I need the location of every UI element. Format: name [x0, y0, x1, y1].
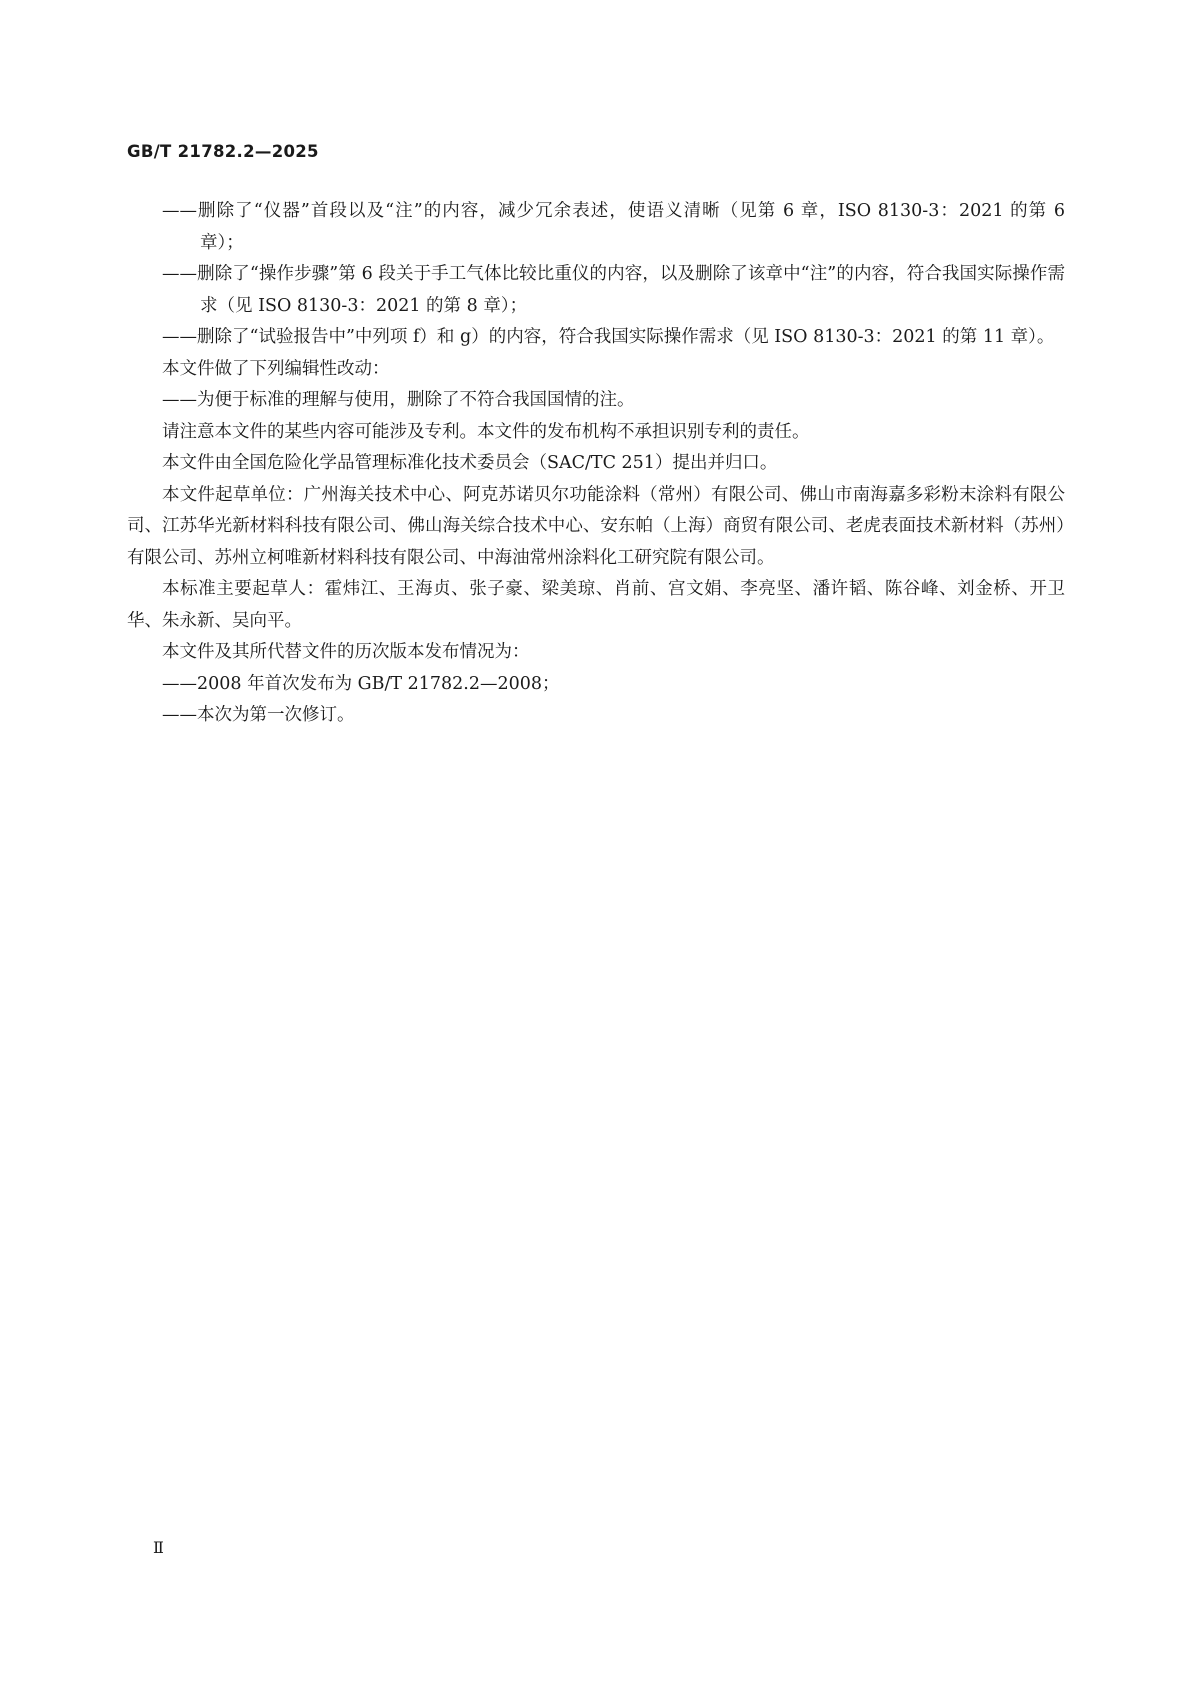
paragraph: 本文件由全国危险化学品管理标准化技术委员会（SAC/TC 251）提出并归口。	[162, 453, 778, 473]
standard-number-header: GB/T 21782.2—2025	[127, 142, 319, 161]
list-item: ——2008 年首次发布为 GB/T 21782.2—2008；	[162, 673, 560, 694]
drafters-paragraph: 本标准主要起草人：霍炜江、王海贞、张子豪、梁美琼、肖前、宫文娟、李亮坚、潘许韬、陈谷峰、刘金桥、开卫华、朱永新、吴向平。	[127, 579, 1065, 631]
list-item: ——本次为第一次修订。	[162, 705, 355, 725]
drafting-units-paragraph: 本文件起草单位：广州海关技术中心、阿克苏诺贝尔功能涂料（常州）有限公司、佛山市南海嘉多彩粉末涂料有限公司、江苏华光新材料科技有限公司、佛山海关综合技术中心、安东帕（上海）商贸有限公司、老虎表面技术新材料（苏州）有限公司、苏州立柯唯新材料科技有限公司、中海油常州涂料化工研究院有限公司。	[127, 484, 1065, 568]
list-item: ——为便于标准的理解与使用，删除了不符合我国国情的注。	[162, 390, 635, 410]
foreword-body	[127, 196, 1065, 732]
list-item: ——删除了“试验报告中”中列项 f）和 g）的内容，符合我国实际操作需求（见 ISO 8130-3：2021 的第 11 章）。	[162, 327, 1055, 347]
list-item: ——删除了“仪器”首段以及“注”的内容，减少冗余表述，使语义清晰（见第 6 章，ISO 8130-3：2021 的第 6 章）；	[162, 201, 1065, 253]
page-number: Ⅱ	[153, 1538, 164, 1557]
paragraph: 请注意本文件的某些内容可能涉及专利。本文件的发布机构不承担识别专利的责任。	[162, 421, 810, 442]
list-item: ——删除了“操作步骤”第 6 段关于手工气体比较比重仪的内容，以及删除了该章中“注”的内容，符合我国实际操作需求（见 ISO 8130-3：2021 的第 8 章）；	[162, 264, 1065, 316]
paragraph: 本文件做了下列编辑性改动：	[162, 358, 390, 379]
paragraph: 本文件及其所代替文件的历次版本发布情况为：	[162, 642, 530, 662]
